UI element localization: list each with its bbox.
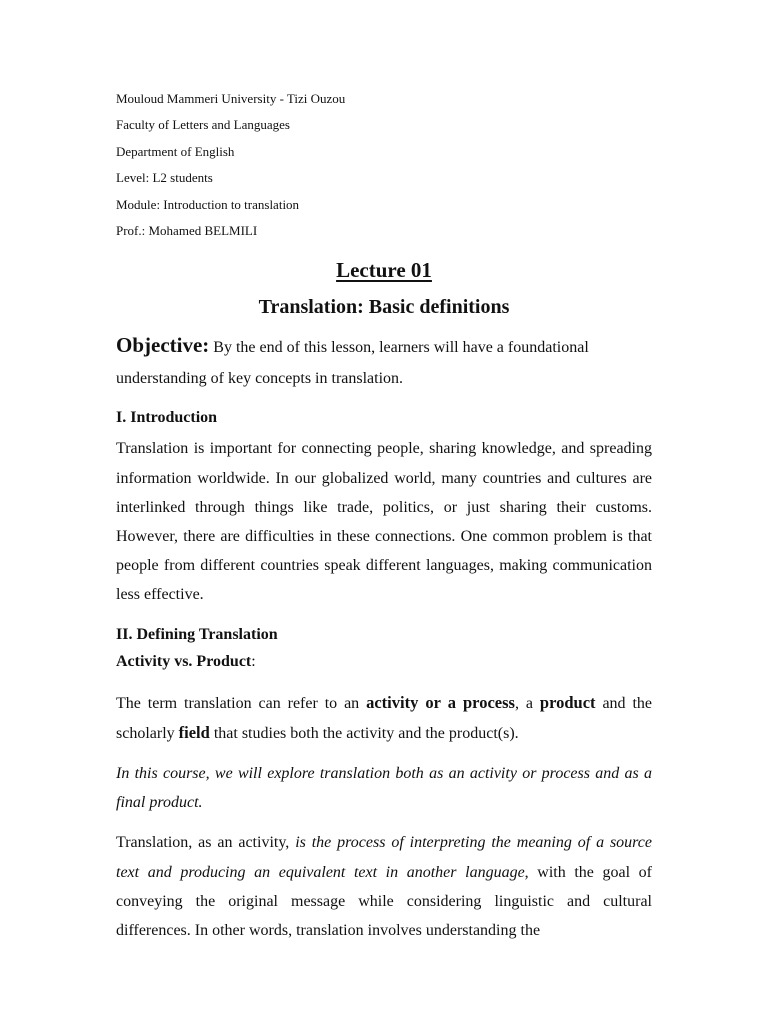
activity-definition-italic: is the process of interpreting the meaning of a source text and producing an equivalent text in another language: [116, 834, 653, 881]
objective-text: By the end of this lesson, learners will have a foundational understanding of key concepts in translation.: [116, 339, 589, 388]
course-scope-paragraph: In this course, we will explore translation both as an activity or process and as a final product.: [116, 765, 652, 812]
term-product: product: [539, 692, 596, 712]
activity-vs-product-subheading: [116, 647, 652, 677]
term-text-3: and the scholarly: [116, 694, 653, 742]
activity-text-2: , with the goal of conveying the original message while considering linguistic and cultural differences. In other words, translation involves understanding the: [116, 863, 652, 940]
module-line: Module: Introduction to translation: [116, 196, 300, 212]
defining-translation-heading: II. Defining Translation: [116, 625, 278, 643]
term-field: field: [178, 722, 210, 742]
department-line: Department of English: [116, 143, 235, 159]
lecture-subtitle: Translation: Basic definitions: [258, 296, 510, 319]
course-header: [116, 0, 652, 244]
faculty-line: Faculty of Letters and Languages: [116, 117, 290, 133]
introduction-paragraph: Translation is important for connecting people, sharing knowledge, and spreading information worldwide. In our globalized world, many countries and cultures are interlinked through things like trade, politics, or just sharing their customs. However, there are difficulties in these connections. One common problem is that people from different countries speak different languages, making communication less effective.: [116, 440, 652, 604]
term-activity-process: activity or a process: [366, 692, 515, 712]
term-text-2: , a: [514, 694, 540, 712]
activity-definition-paragraph: [116, 828, 652, 945]
term-definition-paragraph: [116, 688, 652, 748]
activity-vs-product-colon: :: [251, 652, 256, 670]
objective-paragraph: [116, 330, 652, 394]
objective-label: Objective:: [116, 333, 210, 358]
activity-vs-product-label: Activity vs. Product: [116, 652, 252, 670]
lecture-title: Lecture 01: [336, 258, 432, 283]
term-text-1: The term translation can refer to an: [116, 694, 367, 712]
university-line: Mouloud Mammeri University - Tizi Ouzou: [116, 91, 346, 106]
term-text-4: that studies both the activity and the product(s).: [209, 724, 519, 742]
introduction-heading: I. Introduction: [116, 409, 218, 427]
professor-line: Prof.: Mohamed BELMILI: [116, 223, 258, 239]
activity-text-1: Translation, as an activity,: [116, 834, 296, 852]
level-line: Level: L2 students: [116, 170, 213, 186]
